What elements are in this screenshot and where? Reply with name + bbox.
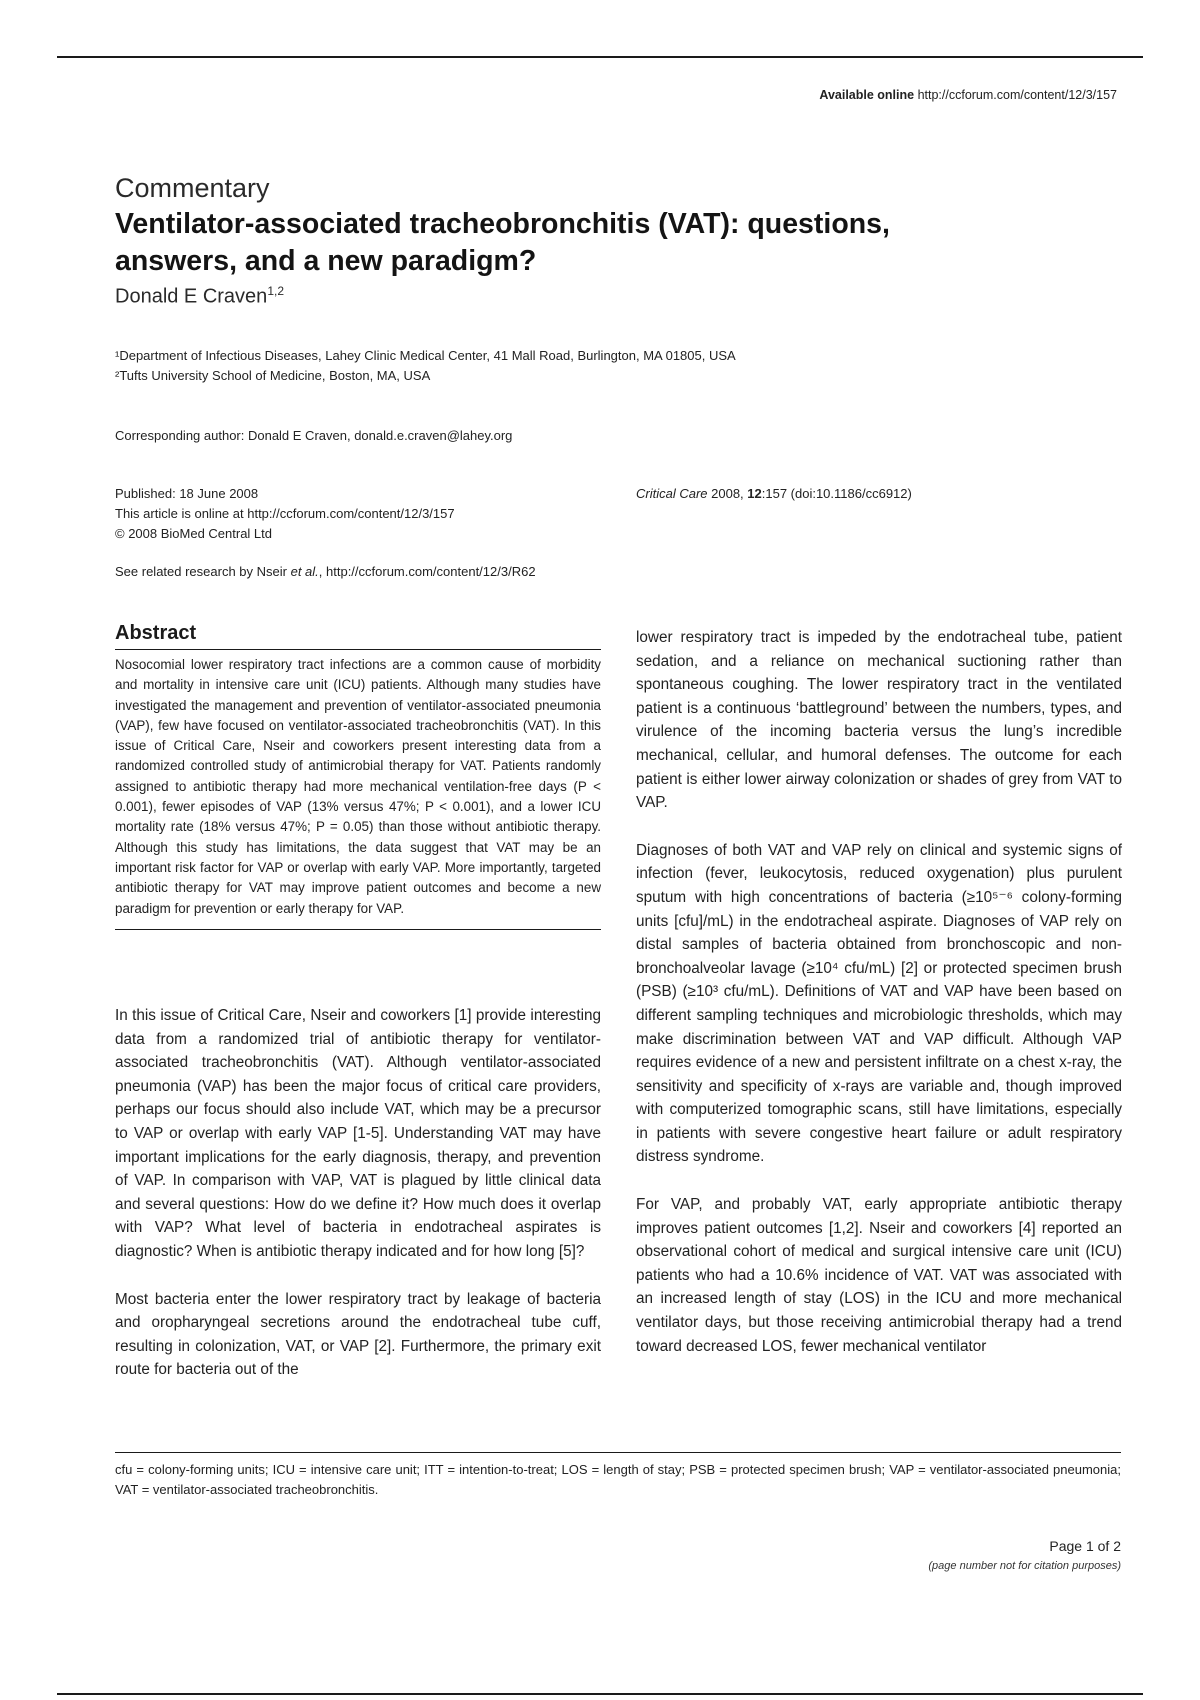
citation-volume: 12 — [747, 486, 762, 501]
corresponding-author: Corresponding author: Donald E Craven, donald.e.craven@lahey.org — [115, 428, 513, 443]
abstract-rule-top — [115, 649, 601, 650]
related-link[interactable]: , http://ccforum.com/content/12/3/R62 — [318, 564, 536, 579]
body-column-left — [115, 1004, 601, 1406]
article-title: Ventilator-associated tracheobronchitis (VAT): questions, answers, and a new paradigm? — [115, 208, 890, 277]
related-research — [115, 562, 536, 582]
body-paragraph: In this issue of Critical Care, Nseir and coworkers [1] provide interesting data from a randomized trial of antibiotic therapy for ventilator-associated tracheobronchitis (VAT). Although ventilator-associated pneumonia (VAP) has been the major focus of critical care providers, perhaps our focus should also include VAT, which may be a precursor to VAP or overlap with early VAP [1-5]. Understanding VAT may have important implications for the early diagnosis, therapy, and prevention of VAP. In comparison with VAP, VAT is plagued by little clinical data and several questions: How do we define it? How much does it overlap with VAP? What level of bacteria in endotracheal aspirates is diagnostic? When is antibiotic therapy indicated and for how long [5]? — [115, 1007, 601, 1260]
copyright: © 2008 BioMed Central Ltd — [115, 526, 273, 541]
author-name: Donald E Craven — [115, 285, 268, 308]
author — [115, 284, 1075, 309]
page-number-block — [928, 1536, 1121, 1576]
citation-journal: Critical Care — [636, 486, 708, 501]
article-type: Commentary — [115, 173, 270, 203]
abstract-text: Nosocomial lower respiratory tract infections are a common cause of morbidity and mortality in intensive care unit (ICU) patients. Although many studies have investigated the management and prevention of ventilator-associated pneumonia (VAP), few have focused on ventilator-associated tracheobronchitis (VAT). In this issue of Critical Care, Nseir and coworkers present interesting data from a randomized controlled study of antimicrobial therapy for VAT. Patients randomly assigned to antibiotic therapy had more mechanical ventilation-free days (P < 0.001), fewer episodes of VAP (13% versus 47%; P < 0.001), and a lower ICU mortality rate (18% versus 47%; P = 0.05) than those without antibiotic therapy. Although this study has limitations, the data suggest that VAT may be an important risk factor for VAP or overlap with early VAP. More importantly, targeted antibiotic therapy for VAT may improve patient outcomes and become a new paradigm for prevention or early therapy for VAP. — [115, 657, 601, 916]
top-rule — [57, 56, 1143, 58]
author-affil-sup: 1,2 — [267, 284, 284, 298]
available-online — [819, 88, 1117, 102]
article-url[interactable]: http://ccforum.com/content/12/3/157 — [917, 88, 1117, 102]
abstract-heading: Abstract — [115, 622, 197, 644]
related-etal: et al. — [290, 564, 319, 579]
abbreviations: cfu = colony-forming units; ICU = intensive care unit; ITT = intention-to-treat; LOS = length of stay; PSB = protected specimen brush; VAP = ventilator-associated pneumonia; VAT = ventilator-associated tracheobronchitis. — [115, 1462, 1121, 1497]
affiliation-1: ¹Department of Infectious Diseases, Lahey Clinic Medical Center, 41 Mall Road, Burlington, MA 01805, USA — [115, 348, 736, 363]
page-number-note: (page number not for citation purposes) — [928, 1560, 1121, 1572]
footnote-rule — [115, 1452, 1121, 1453]
citation-year: 2008, — [707, 486, 748, 501]
abstract-box — [115, 622, 601, 930]
body-paragraph: For VAP, and probably VAT, early appropriate antibiotic therapy improves patient outcomes [1,2]. Nseir and coworkers [4] reported an observational cohort of medical and surgical intensive care unit (ICU) patients who had a 10.6% incidence of VAT. VAT was associated with an increased length of stay (LOS) in the ICU and more mechanical ventilator days, but those receiving antimicrobial therapy had a trend toward decreased LOS, fewer mechanical ventilator — [636, 1196, 1122, 1355]
affiliation-2: ²Tufts University School of Medicine, Boston, MA, USA — [115, 368, 431, 383]
abstract-rule-bottom — [115, 929, 601, 930]
available-label: Available online — [819, 88, 915, 102]
body-column-right — [636, 626, 1122, 1382]
published-date: Published: 18 June 2008 — [115, 486, 259, 501]
body-paragraph: lower respiratory tract is impeded by the endotracheal tube, patient sedation, and a reliance on mechanical suctioning rather than spontaneous coughing. The lower respiratory tract in the ventilated patient is a continuous ‘battleground’ between the numbers, types, and virulence of the incoming bacteria versus the lung’s incredible mechanical, cellular, and humoral defenses. The outcome for each patient is either lower airway colonization or shades of grey from VAT to VAP. — [636, 629, 1122, 812]
body-paragraph: Diagnoses of both VAT and VAP rely on clinical and systemic signs of infection (fever, leukocytosis, reduced oxygenation) plus purulent sputum with high concentrations of bacteria (≥10⁵⁻⁶ colony-forming units [cfu]/mL) in the endotracheal aspirate. Diagnoses of VAP rely on distal samples of bacteria obtained from bronchoscopic and non-bronchoalveolar lavage (≥10⁴ cfu/mL) [2] or protected specimen brush (PSB) (≥10³ cfu/mL). Definitions of VAT and VAP have been based on different sampling techniques and microbiologic thresholds, which may make discrimination between VAT and VAP difficult. Although VAP requires evidence of a new and persistent infiltrate on a chest x-ray, the sensitivity and specificity of x-rays are variable and, though improved with computerized tomographic scans, still have limitations, especially in patients with severe congestive heart failure or adult respiratory distress syndrome. — [636, 841, 1122, 1166]
article-header — [115, 172, 1075, 309]
publication-info — [115, 484, 455, 544]
citation-rest: :157 (doi:10.1186/cc6912) — [761, 486, 912, 501]
related-prefix: See related research by Nseir — [115, 564, 291, 579]
citation — [636, 484, 912, 504]
affiliations — [115, 346, 736, 386]
body-paragraph: Most bacteria enter the lower respiratory tract by leakage of bacteria and oropharyngeal secretions around the endotracheal tube cuff, resulting in colonization, VAT, or VAP [2]. Furthermore, the primary exit route for bacteria out of the — [115, 1290, 601, 1379]
online-at: This article is online at http://ccforum.com/content/12/3/157 — [115, 506, 455, 521]
page-number: Page 1 of 2 — [1049, 1538, 1121, 1554]
bottom-rule — [57, 1693, 1143, 1695]
